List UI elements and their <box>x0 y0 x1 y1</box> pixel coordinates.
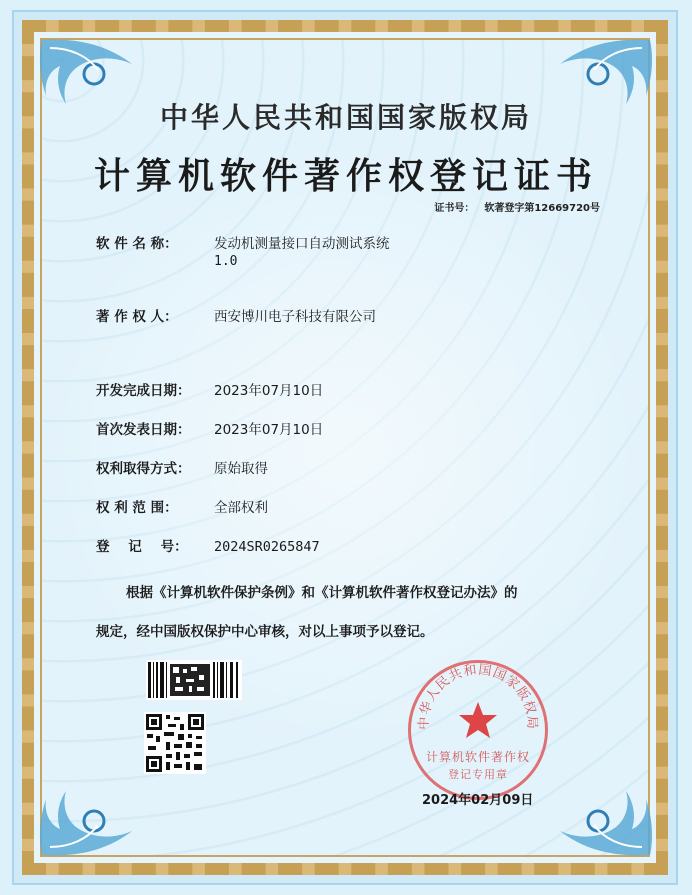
seal-department: 计算机软件著作权 <box>425 750 530 764</box>
statement-line-2: 规定，经中国版权保护中心审核，对以上事项予以登记。 <box>96 624 434 640</box>
completion-date-row <box>96 379 323 399</box>
svg-text:中华人民共和国国家版权局: 中华人民共和国国家版权局 <box>416 662 540 730</box>
issue-date: 2024年02月09日 <box>422 793 534 808</box>
rights-scope-value: 全部权利 <box>214 500 268 516</box>
software-name-value: 发动机测量接口自动测试系统 <box>214 236 390 252</box>
certificate-number-label: 证书号： <box>434 203 475 214</box>
corner-ornament-icon <box>36 771 146 861</box>
certificate-number <box>434 199 600 214</box>
copyright-owner-label: 著 作 权 人： <box>96 309 178 325</box>
publication-date-label: 首次发表日期： <box>96 422 191 438</box>
acquisition-method-value: 原始取得 <box>214 461 268 477</box>
corner-ornament-icon <box>546 771 656 861</box>
publication-date-value: 2023年07月10日 <box>214 422 324 438</box>
acquisition-method-label: 权利取得方式： <box>96 461 191 477</box>
registration-number-label: 登 记 号： <box>96 539 188 555</box>
seal-star-icon <box>458 700 498 740</box>
issuing-authority: 中华人民共和国国家版权局 <box>159 101 532 134</box>
acquisition-method-row <box>96 457 268 477</box>
software-name-row <box>96 232 390 252</box>
software-name-label: 软 件 名 称： <box>96 236 178 252</box>
registration-number-row <box>96 535 320 555</box>
software-version: 1.0 <box>214 254 238 269</box>
copyright-owner-value: 西安博川电子科技有限公司 <box>214 309 376 325</box>
seal-usage: 登记专用章 <box>448 768 508 781</box>
statement-line-1: 根据《计算机软件保护条例》和《计算机软件著作权登记办法》的 <box>126 585 518 601</box>
rights-scope-row <box>96 496 268 516</box>
registration-number-value: 2024SR0265847 <box>214 539 320 555</box>
certificate-number-value: 软著登字第12669720号 <box>484 203 600 214</box>
completion-date-value: 2023年07月10日 <box>214 383 324 399</box>
official-seal <box>408 660 548 800</box>
certificate-title: 计算机软件著作权登记证书 <box>93 155 598 197</box>
qr-code-icon <box>144 712 206 774</box>
publication-date-row <box>96 418 323 438</box>
barcode-icon <box>146 660 242 700</box>
completion-date-label: 开发完成日期： <box>96 383 191 399</box>
copyright-owner-row <box>96 305 376 325</box>
rights-scope-label: 权 利 范 围： <box>96 500 178 516</box>
